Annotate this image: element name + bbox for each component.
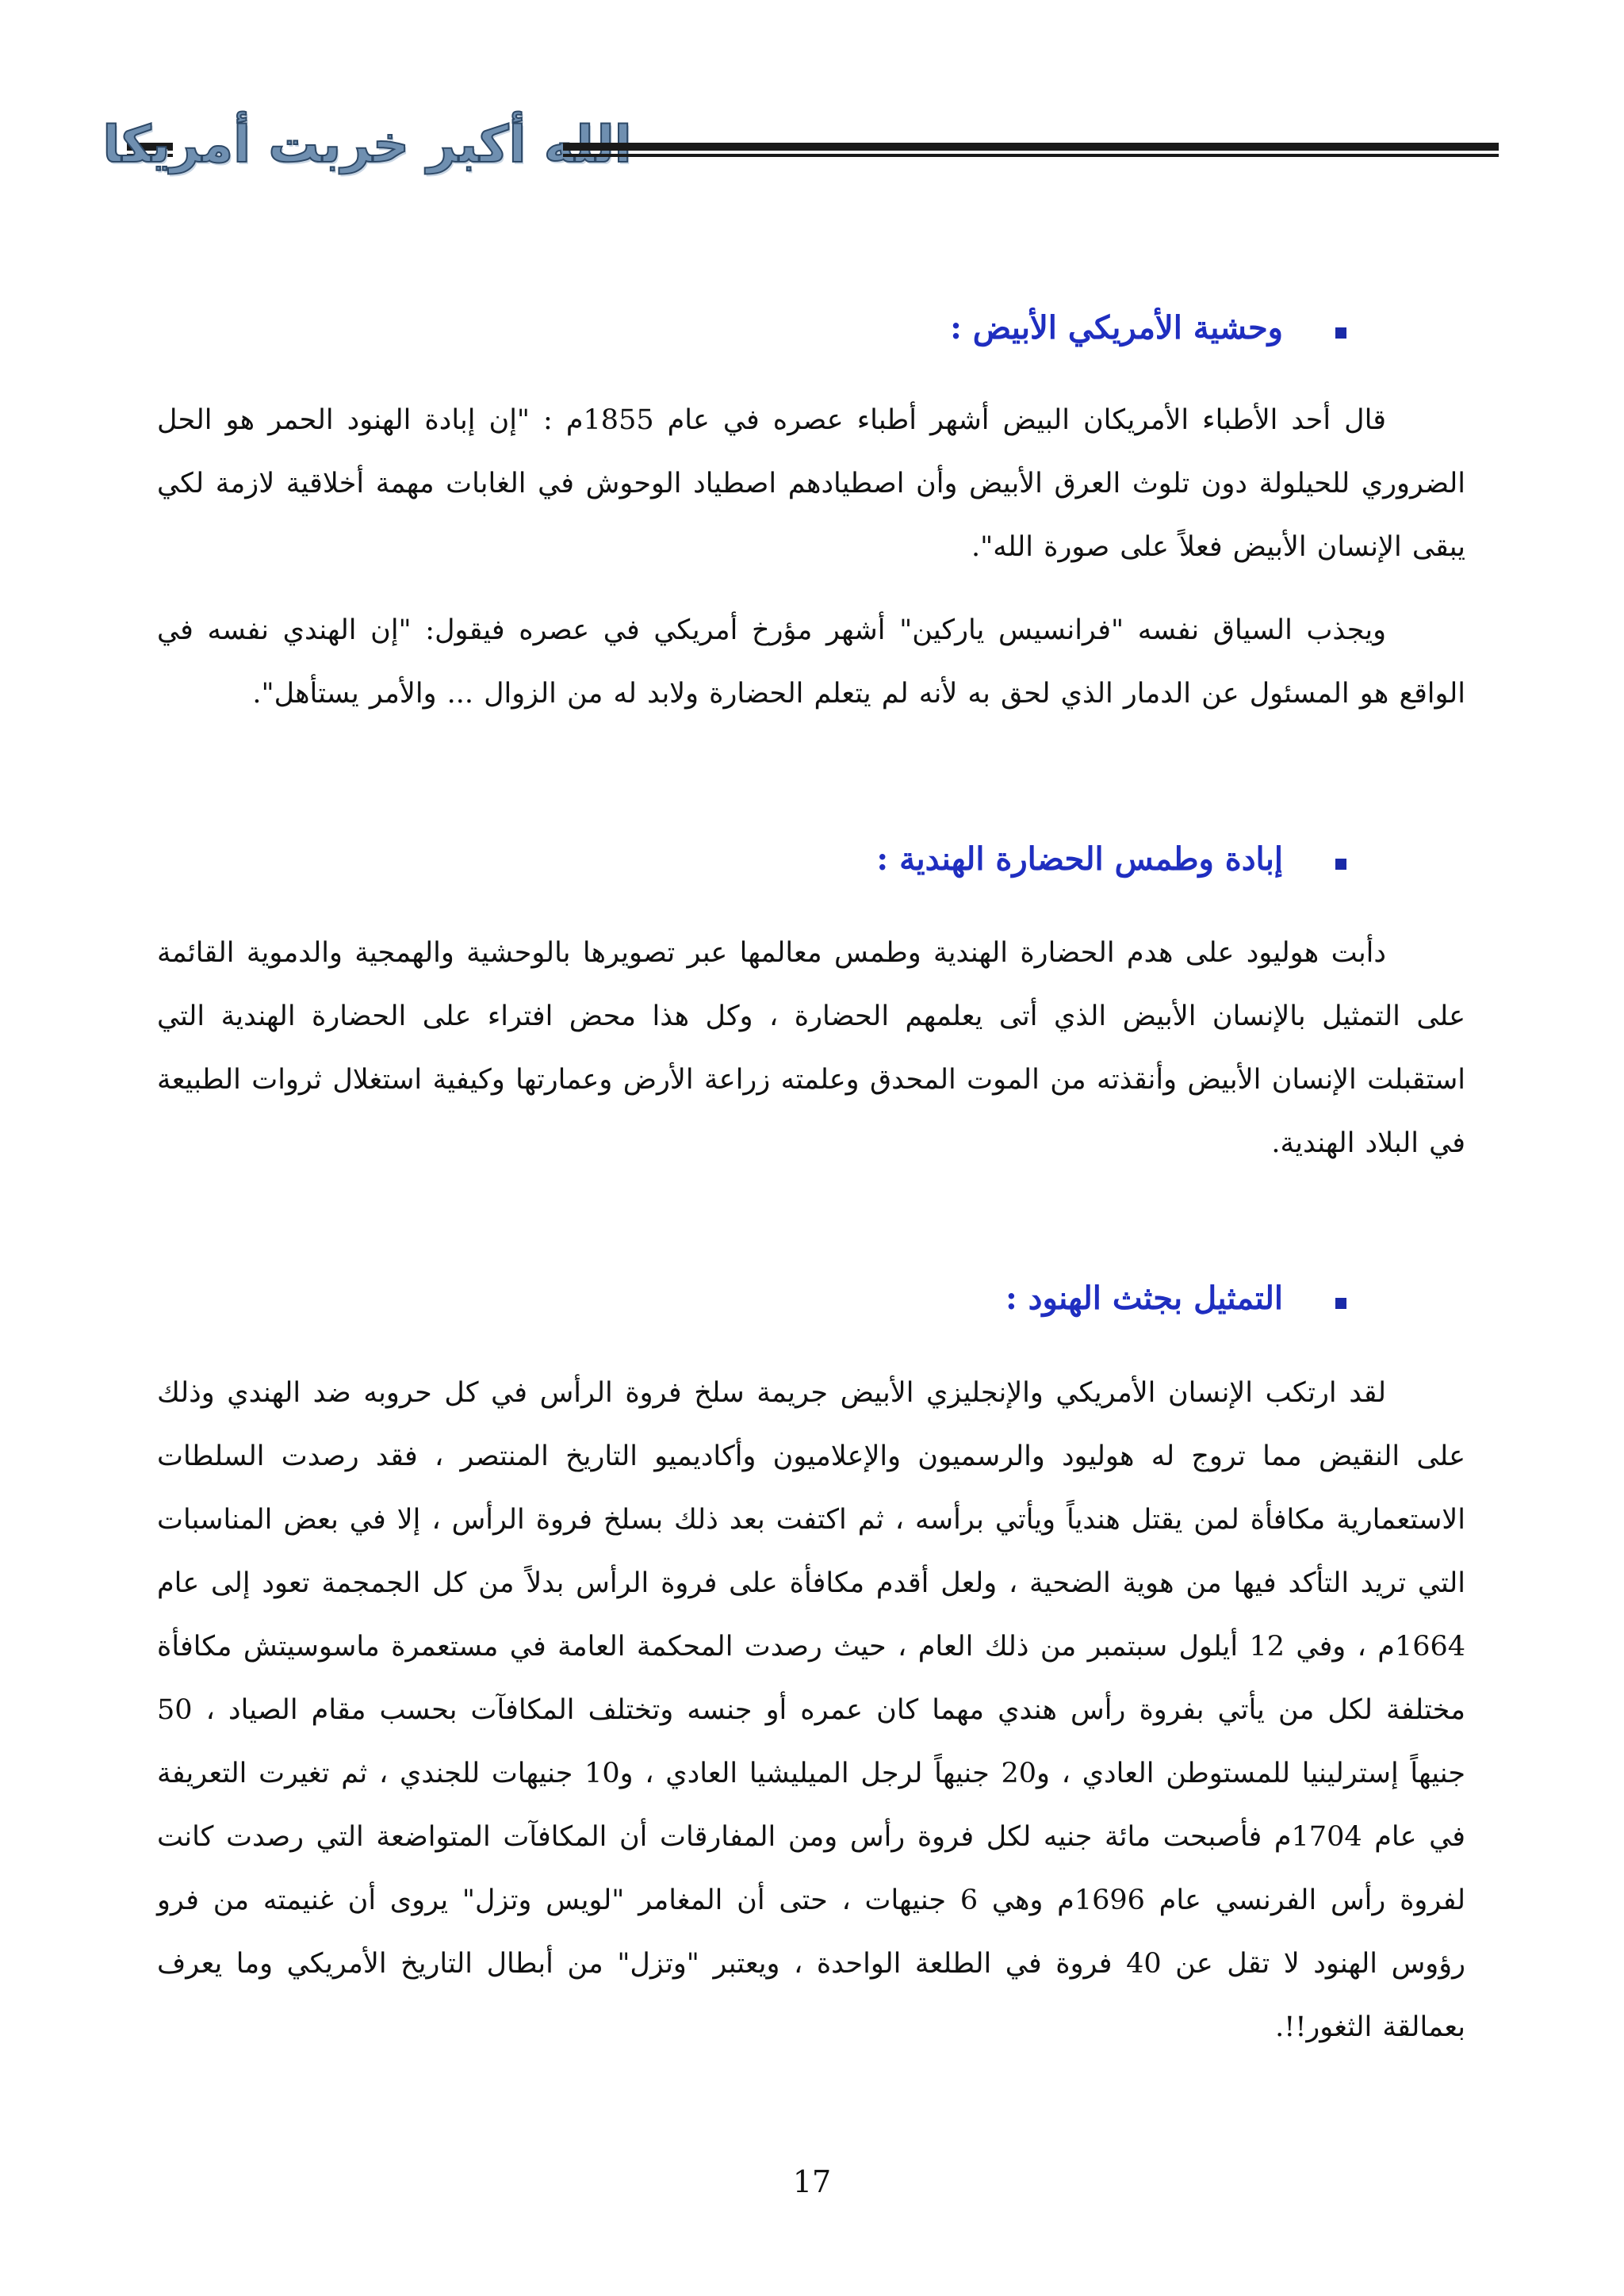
calligraphy-logo	[102, 101, 632, 189]
paragraph: لقد ارتكب الإنسان الأمريكي والإنجليزي الأبيض جريمة سلخ فروة الرأس في كل حروبه ضد الهندي وذلك على النقيض مما تروج له هوليود والرسميون والإعلاميون وأكاديميو التاريخ المنتصر ، فقد رصدت السلطات الاستعمارية مكافأة لمن يقتل هندياً ويأتي برأسه ، ثم اكتفت بعد ذلك بسلخ فروة الرأس ، إلا في بعض المناسبات التي تريد التأكد فيها من هوية الضحية ، ولعل أقدم مكافأة على فروة الرأس بدلاً من كل الجمجمة تعود إلى عام 1664م ، وفي 12 أيلول سبتمبر من ذلك العام ، حيث رصدت المحكمة العامة في مستعمرة ماسوسيتش مكافأة مختلفة لكل من يأتي بفروة رأس هندي مهما كان عمره أو جنسه وتختلف المكافآت بحسب مقام الصياد ، 50 جنيهاً إسترلينيا للمستوطن العادي ، و20 جنيهاً لرجل الميليشيا العادي ، و10 جنيهات للجندي ، ثم تغيرت التعريفة في عام 1704م فأصبحت مائة جنيه لكل فروة رأس ومن المفارقات أن المكافآت المتواضعة التي رصدت كانت لفروة رأس الفرنسي عام 1696م وهي 6 جنيهات ، حتى أن المغامر "لويس وتزل" يروى أن غنيمته من فرو رؤوس الهنود لا تقل عن 40 فروة في الطلعة الواحدة ، ويعتبر "وتزل" من أبطال التاريخ الأمريكي وما يعرف بعمالقة الثغور!!.	[157, 1377, 1466, 2043]
square-bullet-icon	[1335, 327, 1346, 339]
section-heading: التمثيل بجثث الهنود :	[1005, 1280, 1283, 1317]
logo-text: الله أكبر خربت أمريكا	[102, 116, 632, 174]
section-heading-row	[950, 309, 1283, 346]
square-bullet-icon	[1335, 1298, 1346, 1309]
page-number: 17	[792, 2164, 832, 2199]
square-bullet-icon	[1335, 859, 1346, 870]
paragraph: دأبت هوليود على هدم الحضارة الهندية وطمس معالمها عبر تصويرها بالوحشية والهمجية والدموية القائمة على التمثيل بالإنسان الأبيض الذي أتى يعلمهم الحضارة ، وكل هذا محض افتراء على الحضارة الهندية التي استقبلت الإنسان الأبيض وأنقذته من الموت المحدق وعلمته زراعة الأرض وعمارتها وكيفية استغلال ثروات الطبيعة في البلاد الهندية.	[157, 937, 1465, 1159]
page-header	[102, 101, 1499, 189]
header-rule-right	[563, 143, 1499, 157]
section-heading-row	[1005, 1280, 1283, 1317]
section-heading: إبادة وطمس الحضارة الهندية :	[876, 840, 1283, 878]
section-heading-row	[876, 840, 1283, 878]
section-heading: وحشية الأمريكي الأبيض :	[950, 309, 1283, 346]
paragraph: ويجذب السياق نفسه "فرانسيس ياركين" أشهر مؤرخ أمريكي في عصره فيقول: "إن الهندي نفسه في الواقع هو المسئول عن الدمار الذي لحق به لأنه لم يتعلم الحضارة ولابد له من الزوال ... والأمر يستأهل".	[157, 614, 1465, 710]
paragraph: قال أحد الأطباء الأمريكان البيض أشهر أطباء عصره في عام 1855م : "إن إبادة الهنود الحمر هو الحل الضروري للحيلولة دون تلوث العرق الأبيض وأن اصطيادهم اصطياد الوحوش في الغابات مهمة أخلاقية لازمة لكي يبقى الإنسان الأبيض فعلاً على صورة الله".	[157, 404, 1465, 563]
